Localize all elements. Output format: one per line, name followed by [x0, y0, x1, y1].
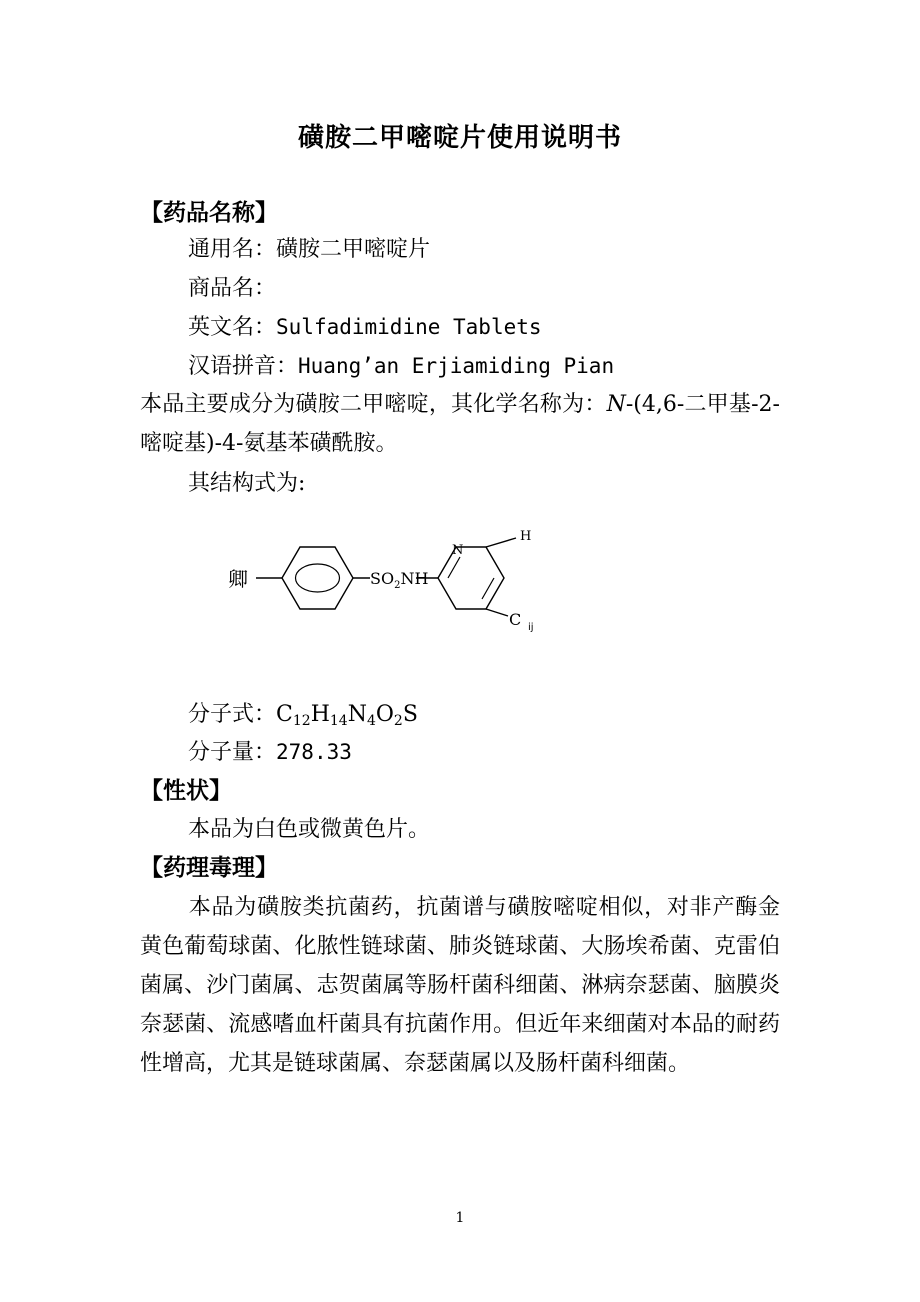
english-name-label: 英文名： — [188, 315, 277, 340]
pharmacology-paragraph — [140, 888, 780, 1083]
properties-text: 本品为白色或微黄色片。 — [188, 817, 431, 842]
benzene-inner-ring — [296, 564, 340, 592]
structure-label: 其结构式为: — [188, 471, 306, 496]
pyrimidine-ring — [438, 547, 504, 609]
composition-text-post: -(4,6-二甲基-2-嘧啶基)-4-氨基苯磺酰胺。 — [140, 392, 780, 456]
trade-name-label: 商品名： — [188, 276, 277, 301]
generic-name-value: 磺胺二甲嘧啶片 — [276, 237, 431, 262]
english-name-line — [188, 308, 542, 347]
structural-formula — [220, 520, 560, 650]
section-heading-drug-name: 【药品名称】 — [140, 200, 278, 226]
pinyin-label: 汉语拼音： — [188, 354, 299, 379]
pinyin-line — [188, 347, 614, 386]
composition-text-pre: 本品主要成分为磺胺二甲嘧啶，其化学名称为： — [140, 392, 607, 417]
bond-top — [486, 538, 516, 547]
english-name-value: Sulfadimidine Tablets — [276, 315, 542, 339]
generic-name-label: 通用名： — [188, 237, 277, 262]
section-heading-pharmacology: 【药理毒理】 — [140, 855, 278, 881]
composition-paragraph — [140, 385, 780, 463]
pharmacology-text: 本品为磺胺类抗菌药，抗菌谱与磺胺嘧啶相似，对非产酶金黄色葡萄球菌、化脓性链球菌、肺炎链球菌、大肠埃希菌、克雷伯菌属、沙门菌属、志贺菌属等肠杆菌科细菌、淋病奈瑟菌、脑膜炎奈瑟菌、流感嗜血杆菌具有抗菌作用。但近年来细菌对本品的耐药性增高，尤其是链球菌属、奈瑟菌属以及肠杆菌科细菌。 — [140, 895, 780, 1076]
formula-label: 分子式： — [188, 702, 277, 727]
top-h-label: H — [520, 529, 532, 544]
pyrimidine-double-bond-2 — [482, 578, 494, 599]
so2-label: $SO_2NH$ — [370, 569, 429, 591]
structure-left-group: 卿 — [228, 567, 248, 591]
trade-name-line — [188, 270, 276, 308]
bottom-c-label: C — [509, 610, 522, 629]
page-title: 磺胺二甲嘧啶片使用说明书 — [297, 123, 622, 153]
bond-bottom — [486, 609, 508, 616]
section-heading-properties: 【性状】 — [140, 778, 232, 804]
formula-value: $C_{12}H_{14}N_4O_2S$ — [276, 702, 418, 729]
molecular-weight-label: 分子量： — [188, 740, 277, 765]
bottom-c-subscript: ij — [528, 622, 534, 633]
molecular-weight-line — [188, 733, 352, 772]
composition-n-italic: N — [606, 392, 626, 417]
molecular-weight-value: 278.33 — [276, 740, 352, 764]
ring-n-atom: N — [452, 543, 464, 558]
benzene-ring — [282, 547, 353, 609]
pyrimidine-double-bond-1 — [448, 557, 460, 578]
generic-name-line — [188, 231, 430, 269]
page-number: 1 — [455, 1210, 465, 1226]
pinyin-value: Huang’an Erjiamiding Pian — [298, 354, 615, 378]
